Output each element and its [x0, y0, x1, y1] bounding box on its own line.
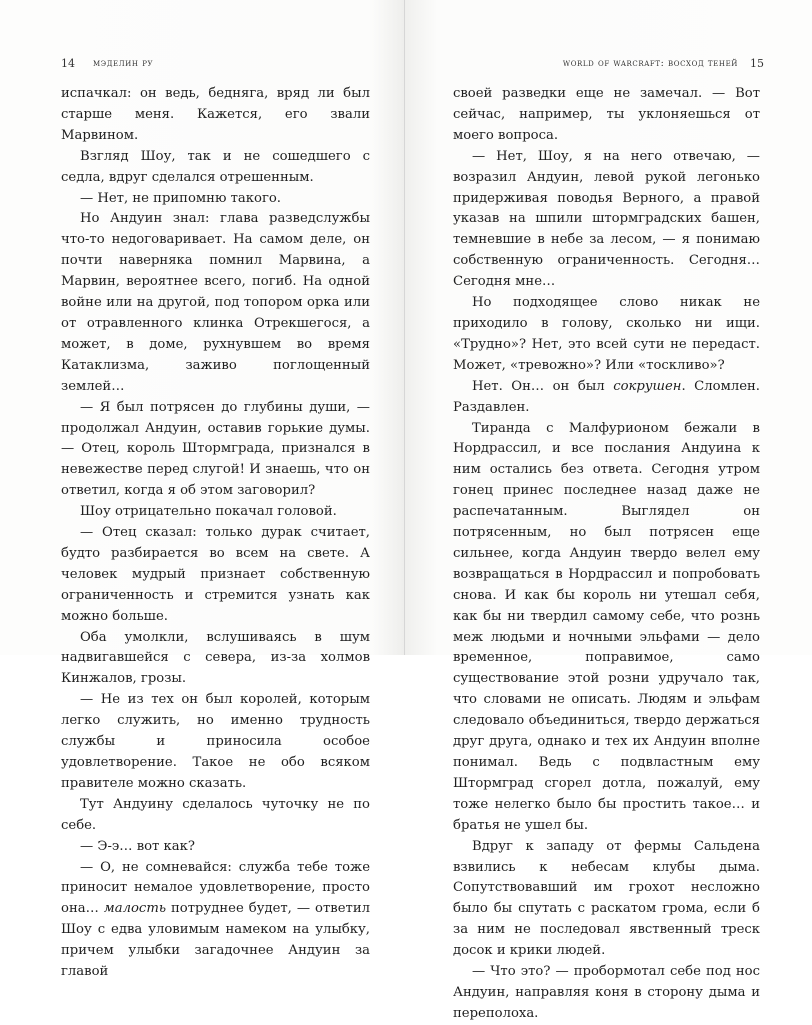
left-body-text — [61, 84, 370, 983]
paragraph: своей разведки еще не замечал. — Вот сейчас, например, ты уклоняешься от моего вопроса. — [453, 86, 760, 143]
text-run: Нет. Он… он был — [472, 378, 614, 394]
paragraph: Тут Андуину сделалось чуточку не по себе. — [61, 796, 370, 833]
paragraph: Но Андуин знал: глава разведслужбы что-то недоговаривает. На самом деле, он почти наверняка помнил Марвина, а Марвин, вероятнее всего, погиб. На одной войне или на другой, под топором орка или от отравленного клинка Отрекшегося, а может, в доме, рухнувшем во время Катаклизма, заживо поглощенный землей… — [61, 211, 370, 394]
right-page-number: 15 — [750, 57, 764, 70]
paragraph: — Отец сказал: только дурак считает, будто разбирается во всем на свете. А человек мудрый признает собственную ограниченность и стремится узнать как можно больше. — [61, 525, 370, 624]
right-running-title: world of warcraft: восход теней — [562, 58, 738, 69]
paragraph: Но подходящее слово никак не приходило в голову, сколько ни ищи. «Трудно»? Нет, это всей сути не передаст. Может, «тревожно»? Или «тоскливо»? — [453, 295, 760, 373]
right-body-text — [453, 84, 760, 1025]
paragraph: — Не из тех он был королей, которым легко служить, но именно трудность службы и приносила особое удовлетворение. Такое не обо всяком правителе можно сказать. — [61, 692, 370, 791]
italic-word: малость — [103, 901, 166, 917]
text-run: . Сломлен. Раздавлен. — [453, 378, 761, 415]
paragraph: Взгляд Шоу, так и не сошедшего с седла, вдруг сделался отрешенным. — [61, 148, 370, 185]
paragraph: — Нет, не припомню такого. — [80, 190, 281, 206]
paragraph: Тиранда с Малфурионом бежали в Нордрассил, и все послания Андуина к ним остались без ответа. Сегодня утром гонец принес последнее назад даже не распечатанным. Выглядел он потрясенным, но был потрясен еще сильнее, когда Андуин твердо велел ему возвращаться в Нордрассил и попробовать снова. И как бы король ни утешал себя, как бы ни твердил самому себе, что рознь меж людьми и ночными эльфами — дело временное, поправимое, само существование этой розни удручало так, что словами не описать. Людям и эльфам следовало объединиться, твердо держаться друг друга, однако и тех их Андуин вполне понимал. Ведь с подвластным ему Штормград сгорел дотла, пожалуй, ему тоже нелегко было бы простить такое… и братья не ушел бы. — [453, 420, 760, 833]
paragraph: Вдруг к западу от фермы Сальдена взвились к небесам клубы дыма. Сопутствовавший им грохот несложно было бы спутать с раскатом грома, если б за ним не последовал явственный треск досок и крики людей. — [453, 838, 760, 959]
italic-word: сокрушен — [613, 378, 682, 394]
paragraph: Шоу отрицательно покачал головой. — [80, 504, 337, 520]
left-running-title: мэделин ру — [93, 58, 154, 69]
paragraph: — Что это? — пробормотал себе под нос Андуин, направляя коня в сторону дыма и переполоха. — [453, 964, 760, 1021]
right-page — [405, 0, 812, 1021]
paragraph: Оба умолкли, вслушиваясь в шум надвигавшейся с севера, из-за холмов Кинжалов, грозы. — [61, 629, 370, 687]
paragraph: — Я был потрясен до глубины души, — продолжал Андуин, оставив горькие думы. — Отец, король Штормграда, признался в невежестве перед слугой! И знаешь, что он ответил, когда я об этом заговорил? — [61, 399, 370, 499]
paragraph: испачкал: он ведь, бедняга, вряд ли был старше меня. Кажется, его звали Марвином. — [61, 86, 370, 143]
paragraph: — Нет, Шоу, я на него отвечаю, — возразил Андуин, левой рукой легонько придерживая поводья Верного, а правой указав на шпили штормградских башен, темневшие в небе за лесом, — я понимаю собственную ограниченность. Сегодня… Сегодня мне… — [453, 148, 760, 290]
paragraph: — Э-э… вот как? — [80, 838, 195, 854]
left-page — [0, 0, 405, 980]
paragraph — [453, 377, 760, 419]
text-run: потруднее будет, — ответил Шоу с едва уловимым намеком на улыбку, причем улыбки загадочнее Андуин за главой — [61, 901, 370, 980]
left-page-number: 14 — [61, 57, 75, 70]
paragraph — [61, 858, 370, 983]
text-run: — О, не сомневайся: служба тебе тоже приносит немалое удовлетворение, просто она… — [61, 859, 370, 917]
